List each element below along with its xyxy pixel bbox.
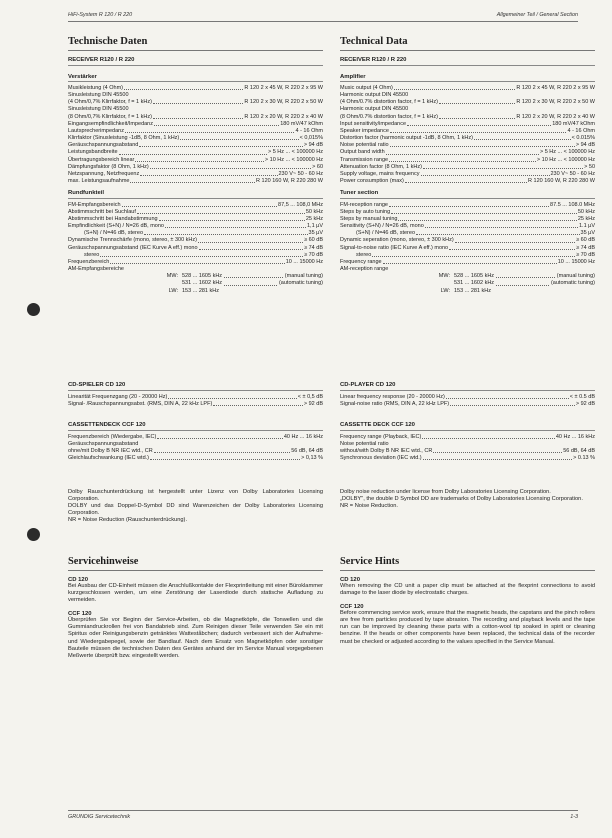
spec-label: Signal-noise ratio (RMS, DIN A, 22 kHz LPF) — [340, 400, 450, 407]
am-row — [340, 288, 595, 295]
spec-label: Supply voltage, mains frequency — [340, 170, 420, 177]
spec-value: > 50 — [584, 163, 595, 170]
spec-label: Sinusleistung DIN 45500 — [68, 92, 129, 99]
spec-label: Steps by manual tuning — [340, 216, 398, 222]
spec-label: stereo — [356, 251, 372, 258]
spec-value: 56 dB, 64 dB — [563, 447, 595, 454]
spec-value: 1,1 µV — [306, 223, 323, 230]
spec-row — [68, 245, 323, 252]
cd-specs-en — [340, 382, 595, 408]
spec-value: > 0.13 % — [573, 454, 595, 461]
service-ccf-head-en: CCF 120 — [340, 604, 364, 611]
spec-row — [340, 245, 595, 252]
dolby-note-en: Dolby noise reduction under license from Dolby Laboratories Licensing Corporation. „DOLBY", the double D Symbol DD are trademarks of Dolby Laboratories Licensing Corporation. NR = Noise Reduction. — [340, 489, 583, 510]
spec-value: > 0,13 % — [301, 454, 323, 461]
spec-label: Linearität Frequenzgang (20 - 20000 Hz) — [68, 393, 168, 400]
spec-row — [340, 106, 595, 113]
spec-label: Frequency range (Playback, IEC) — [340, 433, 422, 440]
spec-value: 10 ... 15000 Hz — [557, 258, 595, 265]
spec-label: Dynamic seperation (mono, stereo, ± 300 kHz) — [340, 237, 454, 244]
spec-value: 50 kHz — [577, 208, 595, 215]
spec-row — [340, 209, 595, 216]
amp-rows-de — [68, 85, 323, 185]
am-rows-en — [340, 273, 595, 294]
spec-row — [340, 142, 595, 149]
amp-heading-en: Amplifier — [340, 73, 366, 80]
spec-value: ≥ 60 dB — [304, 237, 323, 244]
page-number: 1-3 — [570, 814, 578, 820]
spec-value: 4 - 16 Ohm — [567, 127, 595, 134]
spec-row — [340, 171, 595, 178]
spec-row — [68, 434, 323, 441]
spec-value: 40 Hz ... 16 kHz — [283, 433, 323, 440]
dolby-note-de: Dolby Rauschunterdrückung ist hergestellt unter Lizenz von Dolby Laboratories Licensing Corporation. DOLBY und das Doppel-D-Symbol DD sind Warenzeichen der Dolby Laboratories Licensing Corporation. NR = Noise Reduction (Rauschunterdrückung). — [68, 489, 323, 524]
specs-en — [340, 36, 595, 295]
spec-row — [340, 237, 595, 244]
spec-label: without/with Dolby B NR IEC wtd., CR — [340, 447, 433, 454]
cd-heading-de: CD-SPIELER CD 120 — [68, 382, 126, 388]
cd-rows-en — [340, 394, 595, 408]
spec-label: Music output (4 Ohm) — [340, 85, 393, 91]
service-de — [68, 556, 323, 660]
spec-row — [340, 252, 595, 259]
am-label-en: AM-reception range — [340, 266, 389, 273]
receiver-heading-de: RECEIVER R120 / R 220 — [68, 57, 135, 63]
spec-row — [340, 202, 595, 209]
spec-label: Power consumption (max) — [340, 178, 404, 185]
ccf-heading-en: CASSETTE DECK CCF 120 — [340, 422, 415, 428]
ccf-specs-en — [340, 422, 595, 462]
spec-row — [340, 149, 595, 156]
spec-row — [68, 237, 323, 244]
spec-value: > 10 Hz ... < 100000 Hz — [536, 156, 595, 163]
spec-row — [340, 92, 595, 99]
spec-row — [68, 114, 323, 121]
spec-label: Linear frequency response (20 - 20000 Hz) — [340, 393, 445, 400]
spec-value: ≥ 70 dB — [576, 251, 595, 258]
spec-value: > 10 Hz ... < 100000 Hz — [264, 156, 323, 163]
spec-row — [340, 99, 595, 106]
am-range: 531 ... 1602 kHz — [454, 280, 495, 287]
spec-value: 1.1 µV — [578, 223, 595, 230]
spec-value: 230 V~ 50 - 60 Hz — [550, 170, 595, 177]
spec-label: Harmonic output DIN 45500 — [340, 92, 409, 99]
spec-label: Distortion factor (harmonic output -1dB, 8 Ohm, 1 kHz) — [340, 135, 473, 142]
service-cd-text-de: Bei Ausbau der CD-Einheit müssen die Anschlußkontakte der Flexprintleitung mit einer Büroklammer kurzgeschlossen werden, um eine Zerstörung der Laserdiode durch statische Aufladung zu vermeiden. — [68, 583, 323, 604]
spec-label: Attenuation factor (8 Ohm, 1 kHz) — [340, 163, 422, 170]
header-right: Allgemeiner Teil / General Section — [496, 12, 578, 18]
spec-value: 50 kHz — [305, 208, 323, 215]
spec-value: 35 µV — [580, 230, 595, 237]
spec-value: R 120 2 x 30 W, R 220 2 x 50 W — [244, 99, 323, 106]
spec-label: Speaker impedance — [340, 127, 389, 134]
tuner-rows-en — [340, 202, 595, 266]
spec-value: 56 dB, 64 dB — [291, 447, 323, 454]
am-band: MW: — [166, 273, 178, 280]
spec-row — [68, 121, 323, 128]
spec-value: 4 - 16 Ohm — [295, 127, 323, 134]
spec-value: < 0.015% — [571, 135, 595, 142]
spec-value: > 92 dB — [575, 400, 595, 407]
amp-rows-en — [340, 85, 595, 185]
receiver-heading-en: RECEIVER R120 / R 220 — [340, 57, 407, 63]
service-en — [340, 556, 595, 646]
spec-row — [340, 223, 595, 230]
spec-row — [68, 202, 323, 209]
spec-row — [68, 216, 323, 223]
am-band: LW: — [440, 287, 450, 294]
am-range: 528 ... 1605 kHz — [454, 273, 495, 280]
binder-hole-icon — [27, 303, 40, 316]
am-row — [68, 288, 323, 295]
am-range: 153 ... 281 kHz — [182, 287, 219, 294]
spec-value: > 60 — [312, 163, 323, 170]
spec-label: Harmonic output DIN 45500 — [340, 106, 409, 113]
am-band: MW: — [438, 273, 450, 280]
am-row — [340, 280, 595, 287]
spec-label: (8 Ohm/0.7% distortion factor, f = 1 kHz) — [340, 113, 438, 120]
spec-row — [340, 216, 595, 223]
spec-row — [340, 85, 595, 92]
spec-row — [68, 252, 323, 259]
service-cd-text-en: When removing the CD unit a paper clip must be attached at the flexprint connections to avoid damage to the laser diode by electrostatic charges. — [340, 583, 595, 597]
spec-label: (4 Ohm/0.7% distortion factor, f = 1 kHz) — [340, 99, 438, 106]
header-rule — [68, 21, 578, 22]
spec-value: ≥ 74 dB — [304, 244, 323, 251]
footer-rule — [68, 810, 578, 811]
spec-row — [68, 401, 323, 408]
spec-label: Abstimmschritt bei Handabstimmung — [68, 216, 158, 222]
spec-row — [68, 223, 323, 230]
tuner-heading-de: Rundfunkteil — [68, 190, 104, 197]
am-band: LW: — [168, 287, 178, 294]
spec-label: Noise potential ratio — [340, 142, 389, 149]
spec-value: ≥ 70 dB — [304, 251, 323, 258]
spec-value: R 120 2 x 45 W, R 220 2 x 95 W — [516, 85, 595, 91]
spec-row — [68, 135, 323, 142]
spec-label: Input sensitivity/impedance — [340, 120, 407, 127]
am-row — [68, 280, 323, 287]
ccf-rows-en — [340, 434, 595, 463]
am-range: 153 ... 281 kHz — [454, 287, 491, 294]
spec-row — [68, 128, 323, 135]
spec-label: max. Leistungsaufnahme — [68, 178, 130, 185]
spec-value: 180 mV/47 kOhm — [552, 120, 595, 127]
spec-row — [340, 230, 595, 237]
spec-row — [68, 259, 323, 266]
cd-heading-en: CD-PLAYER CD 120 — [340, 382, 396, 388]
spec-row — [340, 394, 595, 401]
spec-label: Eingangsempfindlichkeit/Impedanz — [68, 120, 153, 127]
am-band — [68, 280, 182, 287]
spec-row — [68, 209, 323, 216]
spec-value: 230 V~ 50 - 60 Hz — [278, 170, 323, 177]
ccf-rows-de — [68, 434, 323, 463]
spec-label: Output band width — [340, 149, 385, 156]
spec-row — [68, 99, 323, 106]
spec-row — [340, 259, 595, 266]
spec-value: R 120 160 W, R 220 280 W — [528, 178, 595, 185]
spec-value: R 120 2 x 20 W, R 220 2 x 40 W — [244, 113, 323, 120]
spec-row — [340, 441, 595, 448]
header-left: HiFi-System R 120 / R 220 — [68, 12, 133, 18]
service-ccf-head-de: CCF 120 — [68, 611, 92, 618]
spec-row — [68, 455, 323, 462]
spec-row — [340, 434, 595, 441]
am-label-de: AM-Empfangsbereiche — [68, 266, 124, 273]
spec-row — [68, 394, 323, 401]
spec-label: (S+N) / N=46 dB, stereo — [356, 230, 415, 237]
title-de: Technische Daten — [68, 36, 148, 47]
tuner-rows-de — [68, 202, 323, 266]
spec-value: > 94 dB — [303, 142, 323, 149]
spec-label: ohne/mit Dolby B NR IEC wtd., CR — [68, 447, 153, 454]
spec-label: Geräuschspannungsabstand — [68, 142, 139, 149]
spec-label: (8 Ohm/0,7% Klirrfaktor, f = 1 kHz) — [68, 113, 152, 120]
spec-label: Klirrfaktor (Sinusleistung -1dB, 8 Ohm, 1 kHz) — [68, 135, 180, 142]
spec-label: Sinusleistung DIN 45500 — [68, 106, 129, 113]
spec-label: Übertragungsbereich linear — [68, 156, 135, 163]
am-range: 528 ... 1605 kHz — [182, 273, 223, 280]
am-range: 531 ... 1602 kHz — [182, 280, 223, 287]
spec-value: > 92 dB — [303, 400, 323, 407]
spec-label: Transmission range — [340, 156, 389, 163]
service-title-de: Servicehinweise — [68, 556, 139, 567]
am-note: (automatic tuning) — [278, 280, 323, 287]
spec-label: Signal- /Rauschspannungsabst. (RMS, DIN A, 22 kHz LPF) — [68, 400, 213, 407]
spec-label: Dynamische Trennschärfe (mono, stereo, ± 300 kHz) — [68, 237, 197, 244]
spec-label: Netzspannung, Netzfrequenz — [68, 170, 140, 177]
spec-value: < ± 0,5 dB — [297, 393, 323, 400]
specs-de — [68, 36, 323, 295]
cd-specs-de — [68, 382, 323, 408]
footer-left: GRUNDIG Servicetechnik — [68, 814, 131, 820]
am-rows-de — [68, 273, 323, 294]
service-ccf-text-de: Überprüfen Sie vor Beginn der Service-Arbeiten, ob die Magnetköpfe, die Tonwellen und die Gummiandruckrollen frei von Bandabrieb sind. Zum Reinigen dieser Teile verwenden Sie ein mit Spiritus oder Reinigungsbenzin getränktes Watteståbchen; dadurch verbessert sich der Aufnahme- und Wiedergabepegel, sowie der Bandlauf. Nach dem Ersatz von Magnetköpfen oder sonstiger Bauteile müssen die technischen Daten des Gerätes anhand der im Service Manual vorgegebenen Meßwerte überprüft bzw. eingestellt werden. — [68, 617, 323, 659]
spec-label: Frequency range — [340, 258, 382, 265]
spec-row — [340, 455, 595, 462]
am-row — [68, 273, 323, 280]
spec-label: Frequenzbereich (Wiedergabe, IEC) — [68, 433, 157, 440]
spec-value: 25 kHz — [305, 216, 323, 222]
spec-label: Synchronous deviation (IEC wtd.) — [340, 454, 422, 461]
cd-rows-de — [68, 394, 323, 408]
am-note: (manual tuning) — [556, 273, 595, 280]
spec-row — [340, 164, 595, 171]
spec-row — [340, 178, 595, 185]
spec-label: Empfindlichkeit (S+N) / N=26 dB, mono — [68, 223, 164, 230]
spec-value: 35 µV — [308, 230, 323, 237]
spec-value: R 120 2 x 20 W, R 220 2 x 40 W — [516, 113, 595, 120]
ccf-heading-de: CASSETTENDECK CCF 120 — [68, 422, 146, 428]
spec-row — [68, 142, 323, 149]
spec-label: Leistungsbandbreite — [68, 149, 118, 156]
spec-label: Musikleistung (4 Ohm) — [68, 85, 124, 91]
am-note: (manual tuning) — [284, 273, 323, 280]
spec-label: FM-reception range — [340, 201, 388, 208]
spec-value: 87,5 ... 108,0 MHz — [278, 201, 323, 208]
tuner-heading-en: Tuner section — [340, 190, 379, 197]
spec-label: FM-Empfangsbereich — [68, 201, 121, 208]
spec-row — [68, 157, 323, 164]
spec-value: 25 kHz — [577, 216, 595, 222]
spec-label: Lautsprecherimpedanz — [68, 127, 124, 134]
service-cd-head-de: CD 120 — [68, 577, 88, 583]
spec-label: Geräuschspannungsabstand (IEC Kurve A eff.) mono — [68, 244, 198, 251]
spec-value: > 5 Hz ... < 100000 Hz — [267, 149, 323, 156]
spec-label: Dämpfungsfaktor (8 Ohm, 1 kHz) — [68, 163, 149, 170]
service-ccf-text-en: Before commencing service work, ensure that the magnetic heads, the capstans and the pinch rollers are free from particles produced by tape abrasion. The recording and playback levels and the tape run can be improved by cleaning these parts with a cotton-wool tip soaked in spirit or cleaning benzine. If the heads or other components have been replaced, the technical data of the recorder must be checked or adjusted according to the values specified in the Service Manual. — [340, 610, 595, 645]
spec-row — [68, 106, 323, 113]
spec-value: ≥ 60 dB — [576, 237, 595, 244]
service-title-en: Service Hints — [340, 556, 400, 567]
spec-row — [340, 448, 595, 455]
spec-label: Signal-to-noise ratio (IEC Kurve A eff.) mono — [340, 244, 449, 251]
spec-row — [68, 441, 323, 448]
spec-value: < ± 0.5 dB — [569, 393, 595, 400]
spec-row — [340, 401, 595, 408]
spec-value: 10 ... 15000 Hz — [285, 258, 323, 265]
spec-row — [68, 448, 323, 455]
spec-row — [68, 85, 323, 92]
spec-label: stereo — [84, 251, 100, 258]
spec-label: Geräuschspannungsabstand — [68, 440, 139, 447]
spec-label: Sensitivity (S+N) / N=26 dB, mono — [340, 223, 424, 230]
spec-value: 180 mV/47 kOhm — [280, 120, 323, 127]
spec-value: 40 Hz ... 16 kHz — [555, 433, 595, 440]
spec-value: R 120 2 x 45 W, R 220 2 x 95 W — [244, 85, 323, 91]
spec-value: 87.5 ... 108.0 MHz — [550, 201, 595, 208]
spec-value: > 5 Hz ... < 100000 Hz — [539, 149, 595, 156]
am-row — [340, 273, 595, 280]
spec-label: Steps by auto tuning — [340, 208, 391, 215]
spec-value: ≥ 74 dB — [576, 244, 595, 251]
spec-row — [68, 230, 323, 237]
spec-row — [68, 92, 323, 99]
amp-heading-de: Verstärker — [68, 73, 97, 80]
spec-row — [68, 178, 323, 185]
spec-row — [340, 135, 595, 142]
am-band — [340, 280, 454, 287]
spec-label: Gleichlaufschwankung (IEC wtd.) — [68, 454, 150, 461]
ccf-specs-de — [68, 422, 323, 462]
spec-row — [340, 121, 595, 128]
binder-hole-icon — [27, 528, 40, 541]
spec-label: Noise potential ratio — [340, 440, 389, 447]
spec-label: Frequenzbereich — [68, 258, 110, 265]
spec-row — [340, 114, 595, 121]
title-en: Technical Data — [340, 36, 408, 47]
service-cd-head-en: CD 120 — [340, 577, 360, 583]
spec-row — [68, 164, 323, 171]
spec-value: < 0,015% — [299, 135, 323, 142]
am-note: (automatic tuning) — [550, 280, 595, 287]
spec-value: > 94 dB — [575, 142, 595, 149]
spec-value: R 120 160 W, R 220 280 W — [256, 178, 323, 185]
spec-row — [68, 171, 323, 178]
spec-row — [340, 128, 595, 135]
spec-value: R 120 2 x 30 W, R 220 2 x 50 W — [516, 99, 595, 106]
spec-row — [68, 149, 323, 156]
spec-label: (S+N) / N=46 dB, stereo — [84, 230, 143, 237]
spec-label: (4 Ohm/0,7% Klirrfaktor, f = 1 kHz) — [68, 99, 152, 106]
spec-row — [340, 157, 595, 164]
spec-label: Abstimmschritt bei Suchlauf — [68, 208, 136, 215]
